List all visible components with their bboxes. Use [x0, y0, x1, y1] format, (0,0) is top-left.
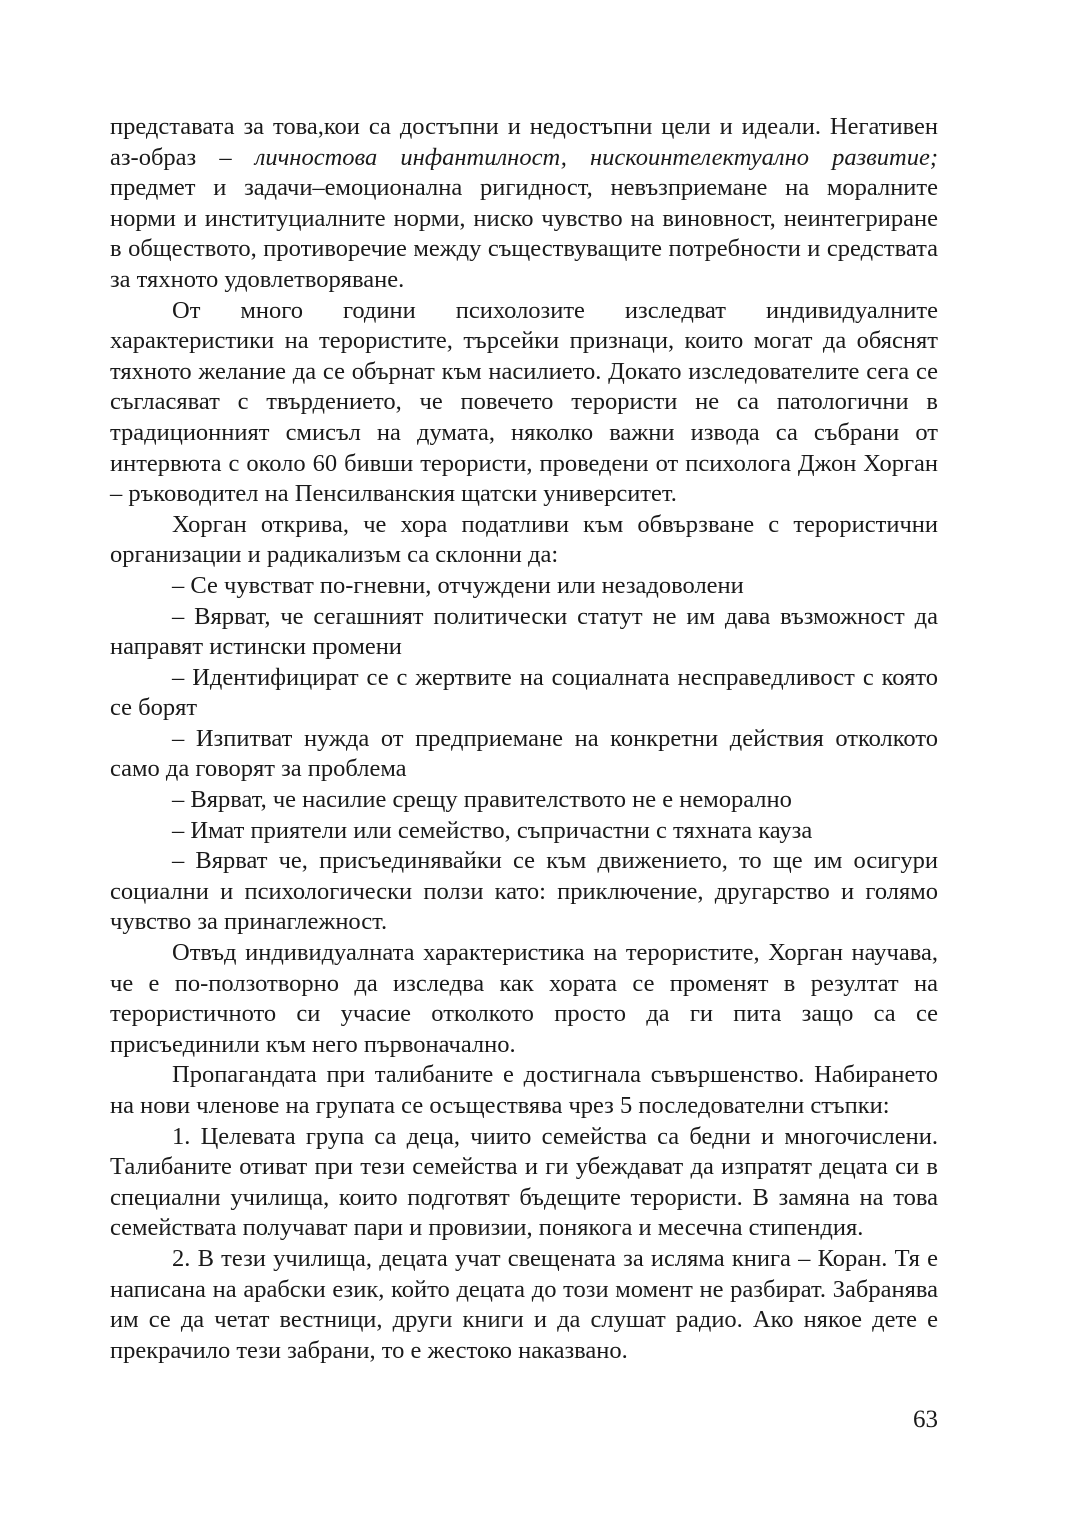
list-item-violence-not-immoral: – Вярват, че насилие срещу правителството не е неморално — [172, 786, 792, 814]
list-item-identify-victims: – Идентифицират се с жертвите на социалната несправедливост с която се борят — [110, 663, 938, 722]
page-number: 63 — [913, 1406, 938, 1433]
paragraph-horgan-finds: Хорган открива, че хора податливи към обвързване с терористични организации и радикализъм са склонни да: — [110, 510, 938, 569]
numbered-step-2: 2. В тези училища, децата учат свещената за исляма книга – Коран. Тя е написана на арабски език, който децата до този момент не разбират. Забранява им се да четат вестници, други книги и да слушат радио. Ако някое дете е прекрачило тези забрани, то е жестоко наказвано. — [110, 1244, 938, 1364]
list-item-friends-family: – Имат приятели или семейство, съпричастни с тяхната кауза — [172, 816, 813, 844]
paragraph-psychologists: От много години психолозите изследват индивидуалните характеристики на терористите, търсейки признаци, които могат да обяснят тяхното желание да се обърнат към насилието. Докато изследователите сега се съгласяват с твърдението, че повечето терористи не са патологични в традиционният смисъл на думата, няколко важни извода са събрани от интервюта с около 60 бивши терористи, проведени от психолога Джон Хорган – ръководител на Пенсилванския щатски университет. — [110, 296, 938, 508]
list-item-political-status: – Вярват, че сегашният политически статут не им дава възможност да направят истински промени — [110, 602, 938, 661]
paragraph-0-part-3: предмет и задачи–емоционална ригидност, невъзприемане на моралните норми и институциалните норми, ниско чувство на виновност, неинтегриране в обществото, противоречие между съществуващите потребности и средствата за тяхното удовлетворяване. — [110, 174, 938, 293]
paragraph-0-part-2-italic: личностова инфантилност, нискоинтелектуално развитие; — [254, 143, 939, 171]
list-item-need-action: – Изпитват нужда от предприемане на конкретни действия отколкото само да говорят за проблема — [110, 724, 938, 783]
numbered-step-1: 1. Целевата група са деца, чиито семейства са бедни и многочислени. Талибаните отиват при тези семейства и ги убеждават да изпратят децата си в специални училища, които подготвят бъдещите терористи. В замяна на това семействата получават пари и провизии, понякога и месечна стипендия. — [110, 1122, 938, 1242]
list-item-angry: – Се чувстват по-гневни, отчуждени или незадоволени — [172, 571, 744, 599]
paragraph-beyond-individual: Отвъд индивидуалната характеристика на терористите, Хорган научава, че е по-ползотворно да изследва как хората се променят в резултат на терористичното си учасие отколкото просто да ги пита защо са се присъединили към него първоначално. — [110, 939, 938, 1058]
paragraph-taliban-propaganda: Пропагандата при талибаните е достигнала съвършенство. Набирането на нови членове на групата се осъществява чрез 5 последователни стъпки: — [110, 1061, 938, 1119]
paragraph-intro-continuation — [110, 112, 938, 296]
paragraph-0-part-1: представата за това,кои са достъпни и недостъпни цели и идеали. Негативен аз-образ – — [110, 113, 938, 171]
list-item-social-benefits: – Вярват че, присъединявайки се към движението, то ще им осигури социални и психологически ползи като: приключение, другарство и голямо чувство за принаглежност. — [110, 847, 938, 936]
page-body — [110, 112, 938, 1366]
